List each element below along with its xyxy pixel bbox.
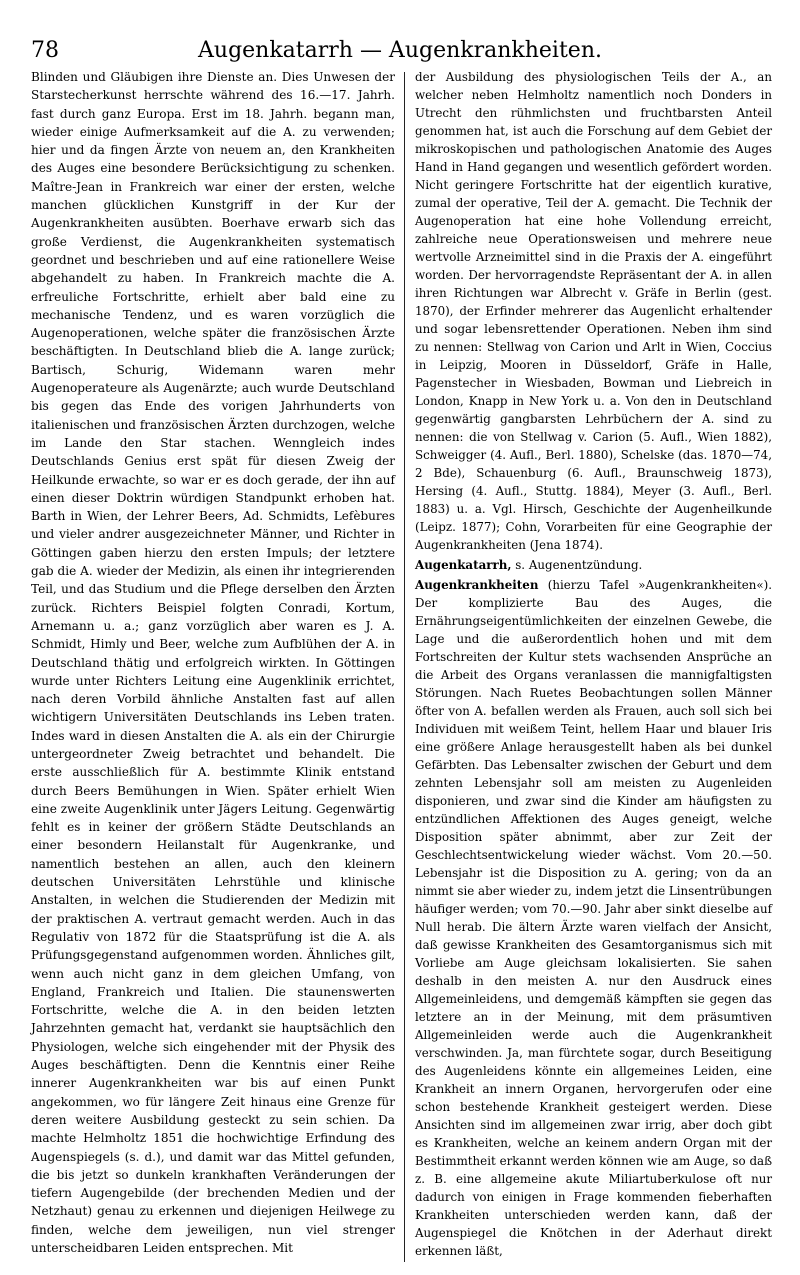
headword-augenkrankheiten: Augenkrankheiten <box>415 578 539 592</box>
entry-augenkrankheiten <box>415 576 772 1260</box>
right-column <box>415 68 772 1260</box>
headword-augenkatarrh: Augenkatarrh, <box>415 558 512 572</box>
entry-augenkatarrh-text: s. Augenentzündung. <box>515 558 643 572</box>
left-column-text: Blinden und Gläubigen ihre Dienste an. Dies Unwesen der Starstecherkunst herrschte während des 16.—17. Jahrh. fast durch ganz Europa. Erst im 18. Jahrh. begann man, wieder einige Aufmerksamkeit auf die A. zu verwenden; hier und da fingen Ärzte von neuem an, den Krankheiten des Auges eine besondere Berücksichtigung zu schenken. Maître-Jean in Frankreich war einer der ersten, welche manchen glücklichen Kunstgriff in der Kur der Augenkrankheiten ausübten. Boerhave erwarb sich das große Verdienst, die Augenkrankheiten systematisch geordnet und beschrieben und auf eine rationellere Weise abgehandelt zu haben. In Frankreich machte die A. erfreuliche Fortschritte, erhielt aber bald eine zu mechanische Tendenz, und es waren vorzüglich die Augenoperationen, welche später die französischen Ärzte beschäftigten. In Deutschland blieb die A. lange zurück; Bartisch, Schurig, Widemann waren mehr Augenoperateure als Augenärzte; auch wurde Deutschland bis gegen das Ende des vorigen Jahrhunderts von italienischen und französischen Ärzten durchzogen, welche im Lande den Star stachen. Wenngleich indes Deutschlands Genius erst spät für diesen Zweig der Heilkunde erwachte, so war er es doch gerade, der ihn auf einen dieser Doktrin würdigen Standpunkt erhoben hat. Barth in Wien, der Lehrer Beers, Ad. Schmidts, Lefèbures und vieler andrer ausgezeichneter Männer, und Richter in Göttingen gaben hierzu den ersten Impuls; der letztere gab die A. wieder der Medizin, als einen ihr integrierenden Teil, und das Studium und die Pflege derselben den Ärzten zurück. Richters Beispiel folgten Conradi, Kortum, Arnemann u. a.; ganz vorzüglich aber waren es J. A. Schmidt, Himly und Beer, welche zum Aufblühen der A. in Deutschland thätig und erfolgreich wirkten. In Göttingen wurde unter Richters Leitung eine Augenklinik errichtet, nach deren Vorbild ähnliche Anstalten fast auf allen wichtigern Universitäten Deutschlands ins Leben traten. Indes ward in diesen Anstalten die A. als ein der Chirurgie untergeordneter Zweig betrachtet und behandelt. Die erste ausschließlich für A. bestimmte Klinik entstand durch Beers Bemühungen in Wien. Später erhielt Wien eine zweite Augenklinik unter Jägers Leitung. Gegenwärtig fehlt es in keiner der größern Städte Deutschlands an einer besondern Heilanstalt für Augenkranke, und namentlich bestehen an allen, auch den kleinern deutschen Universitäten Lehrstühle und klinische Anstalten, in welchen die Studierenden der Medizin mit der praktischen A. vertraut gemacht werden. Auch in das Regulativ von 1872 für die Staatsprüfung ist die A. als Prüfungsgegenstand aufgenommen worden. Ähnliches gilt, wenn auch nicht ganz in dem gleichen Umfang, von England, Frankreich und Italien. Die staunenswerten Fortschritte, welche die A. in den beiden letzten Jahrzehnten gemacht hat, verdankt sie hauptsächlich den Physiologen, welche sich eingehender mit der Physik des Auges beschäftigten. Denn die Kenntnis einer Reihe innerer Augenkrankheiten war bis auf einen Punkt angekommen, wo für längere Zeit hinaus eine Grenze für deren weitere Ausbildung gesteckt zu sein schien. Da machte Helmholtz 1851 die hochwichtige Erfindung des Augenspiegels (s. d.), und damit war das Mittel gefunden, die bis jetzt so dunkeln krankhaften Veränderungen der tiefern Augengebilde (der brechenden Medien und der Netzhaut) genau zu erkennen und diejenigen Heilwege zu finden, welche dem jeweiligen, nun viel strenger unterscheidbaren Leiden entsprechen. Mit <box>31 70 395 1255</box>
column-divider <box>404 72 405 1262</box>
entry-augenkatarrh <box>415 556 772 574</box>
entry-augenkrankheiten-text: (hierzu Tafel »Augenkrankheiten«). Der komplizierte Bau des Auges, die Ernährungseigentümlichkeiten der einzelnen Gewebe, die Lage und die außerordentlich hohen und mit dem Fortschreiten der Kultur stets wachsenden Ansprüche an die Arbeit des Organs veranlassen die mannigfaltigsten Störungen. Nach Ruetes Beobachtungen sollen Männer öfter von A. befallen werden als Frauen, auch soll sich bei Individuen mit weißem Teint, hellem Haar und blauer Iris eine größere Anlage herausgestellt haben als bei dunkel Gefärbten. Das Lebensalter zwischen der Geburt und dem zehnten Lebensjahr soll am meisten zu Augenleiden disponieren, und zwar sind die Kinder am häufigsten zu entzündlichen Affektionen des Auges geneigt, welche Disposition später abnimmt, aber zur Zeit der Geschlechtsentwickelung wieder wächst. Vom 20.—50. Lebensjahr ist die Disposition zu A. gering; von da an nimmt sie aber wieder zu, indem jetzt die Linsentrübungen häufiger werden; vom 70.—90. Jahr aber sinkt dieselbe auf Null herab. Die ältern Ärzte waren vielfach der Ansicht, daß gewisse Krankheiten des Gesamtorganismus sich mit Vorliebe am Auge gleichsam lokalisierten. Sie sahen deshalb in den meisten A. nur den Ausdruck eines Allgemeinleidens, und demgemäß kämpften sie gegen das letztere an in der Meinung, mit dem präsumtiven Allgemeinleiden werde auch die Augenkrankheit verschwinden. Ja, man fürchtete sogar, durch Beseitigung des Augenleidens könnte ein allgemeines Leiden, eine Krankheit an innern Organen, hervorgerufen oder eine schon bestehende Krankheit gesteigert werden. Diese Ansichten sind im allgemeinen zwar irrig, aber doch gibt es Krankheiten, welche an keinem andern Organ mit der Bestimmtheit erkannt werden können wie am Auge, so daß z. B. eine allgemeine akute Miliartuberkulose oft nur dadurch von einigen in Frage kommenden fieberhaften Krankheiten unterschieden werden kann, daß der Augenspiegel die Knötchen in der Aderhaut direkt erkennen läßt, <box>415 578 772 1258</box>
page-number: 78 <box>31 38 59 63</box>
continuation-paragraph: der Ausbildung des physiologischen Teils der A., an welcher neben Helmholtz namentlich noch Donders in Utrecht den rühmlichsten und fruchtbarsten Anteil genommen hat, ist auch die Forschung auf dem Gebiet der mikroskopischen und pathologischen Anatomie des Auges Hand in Hand gegangen und wesentlich gefördert worden. Nicht geringere Fortschritte hat der eigentlich kurative, zumal der operative, Teil der A. gemacht. Die Technik der Augenoperation hat eine hohe Vollendung erreicht, zahlreiche neue Operationsweisen und mehrere neue wertvolle Arzneimittel sind in die Praxis der A. eingeführt worden. Der hervorragendste Repräsentant der A. in allen ihren Richtungen war Albrecht v. Gräfe in Berlin (gest. 1870), der Erfinder mehrerer das Augenlicht erhaltender und sogar lebensrettender Operationen. Neben ihm sind zu nennen: Stellwag von Carion und Arlt in Wien, Coccius in Leipzig, Mooren in Düsseldorf, Gräfe in Halle, Pagenstecher in Wiesbaden, Bowman und Liebreich in London, Knapp in New York u. a. Von den in Deutschland gegenwärtig gangbarsten Lehrbüchern der A. sind zu nennen: die von Stellwag v. Carion (5. Aufl., Wien 1882), Schweigger (4. Aufl., Berl. 1880), Schelske (das. 1870—74, 2 Bde), Schauenburg (6. Aufl., Braunschweig 1873), Hersing (4. Aufl., Stuttg. 1884), Meyer (3. Aufl., Berl. 1883) u. a. Vgl. Hirsch, Geschichte der Augenheilkunde (Leipz. 1877); Cohn, Vorarbeiten für eine Geographie der Augenkrankheiten (Jena 1874). <box>415 70 772 552</box>
running-title: Augenkatarrh — Augenkrankheiten. <box>198 38 602 63</box>
left-column <box>31 68 395 1257</box>
